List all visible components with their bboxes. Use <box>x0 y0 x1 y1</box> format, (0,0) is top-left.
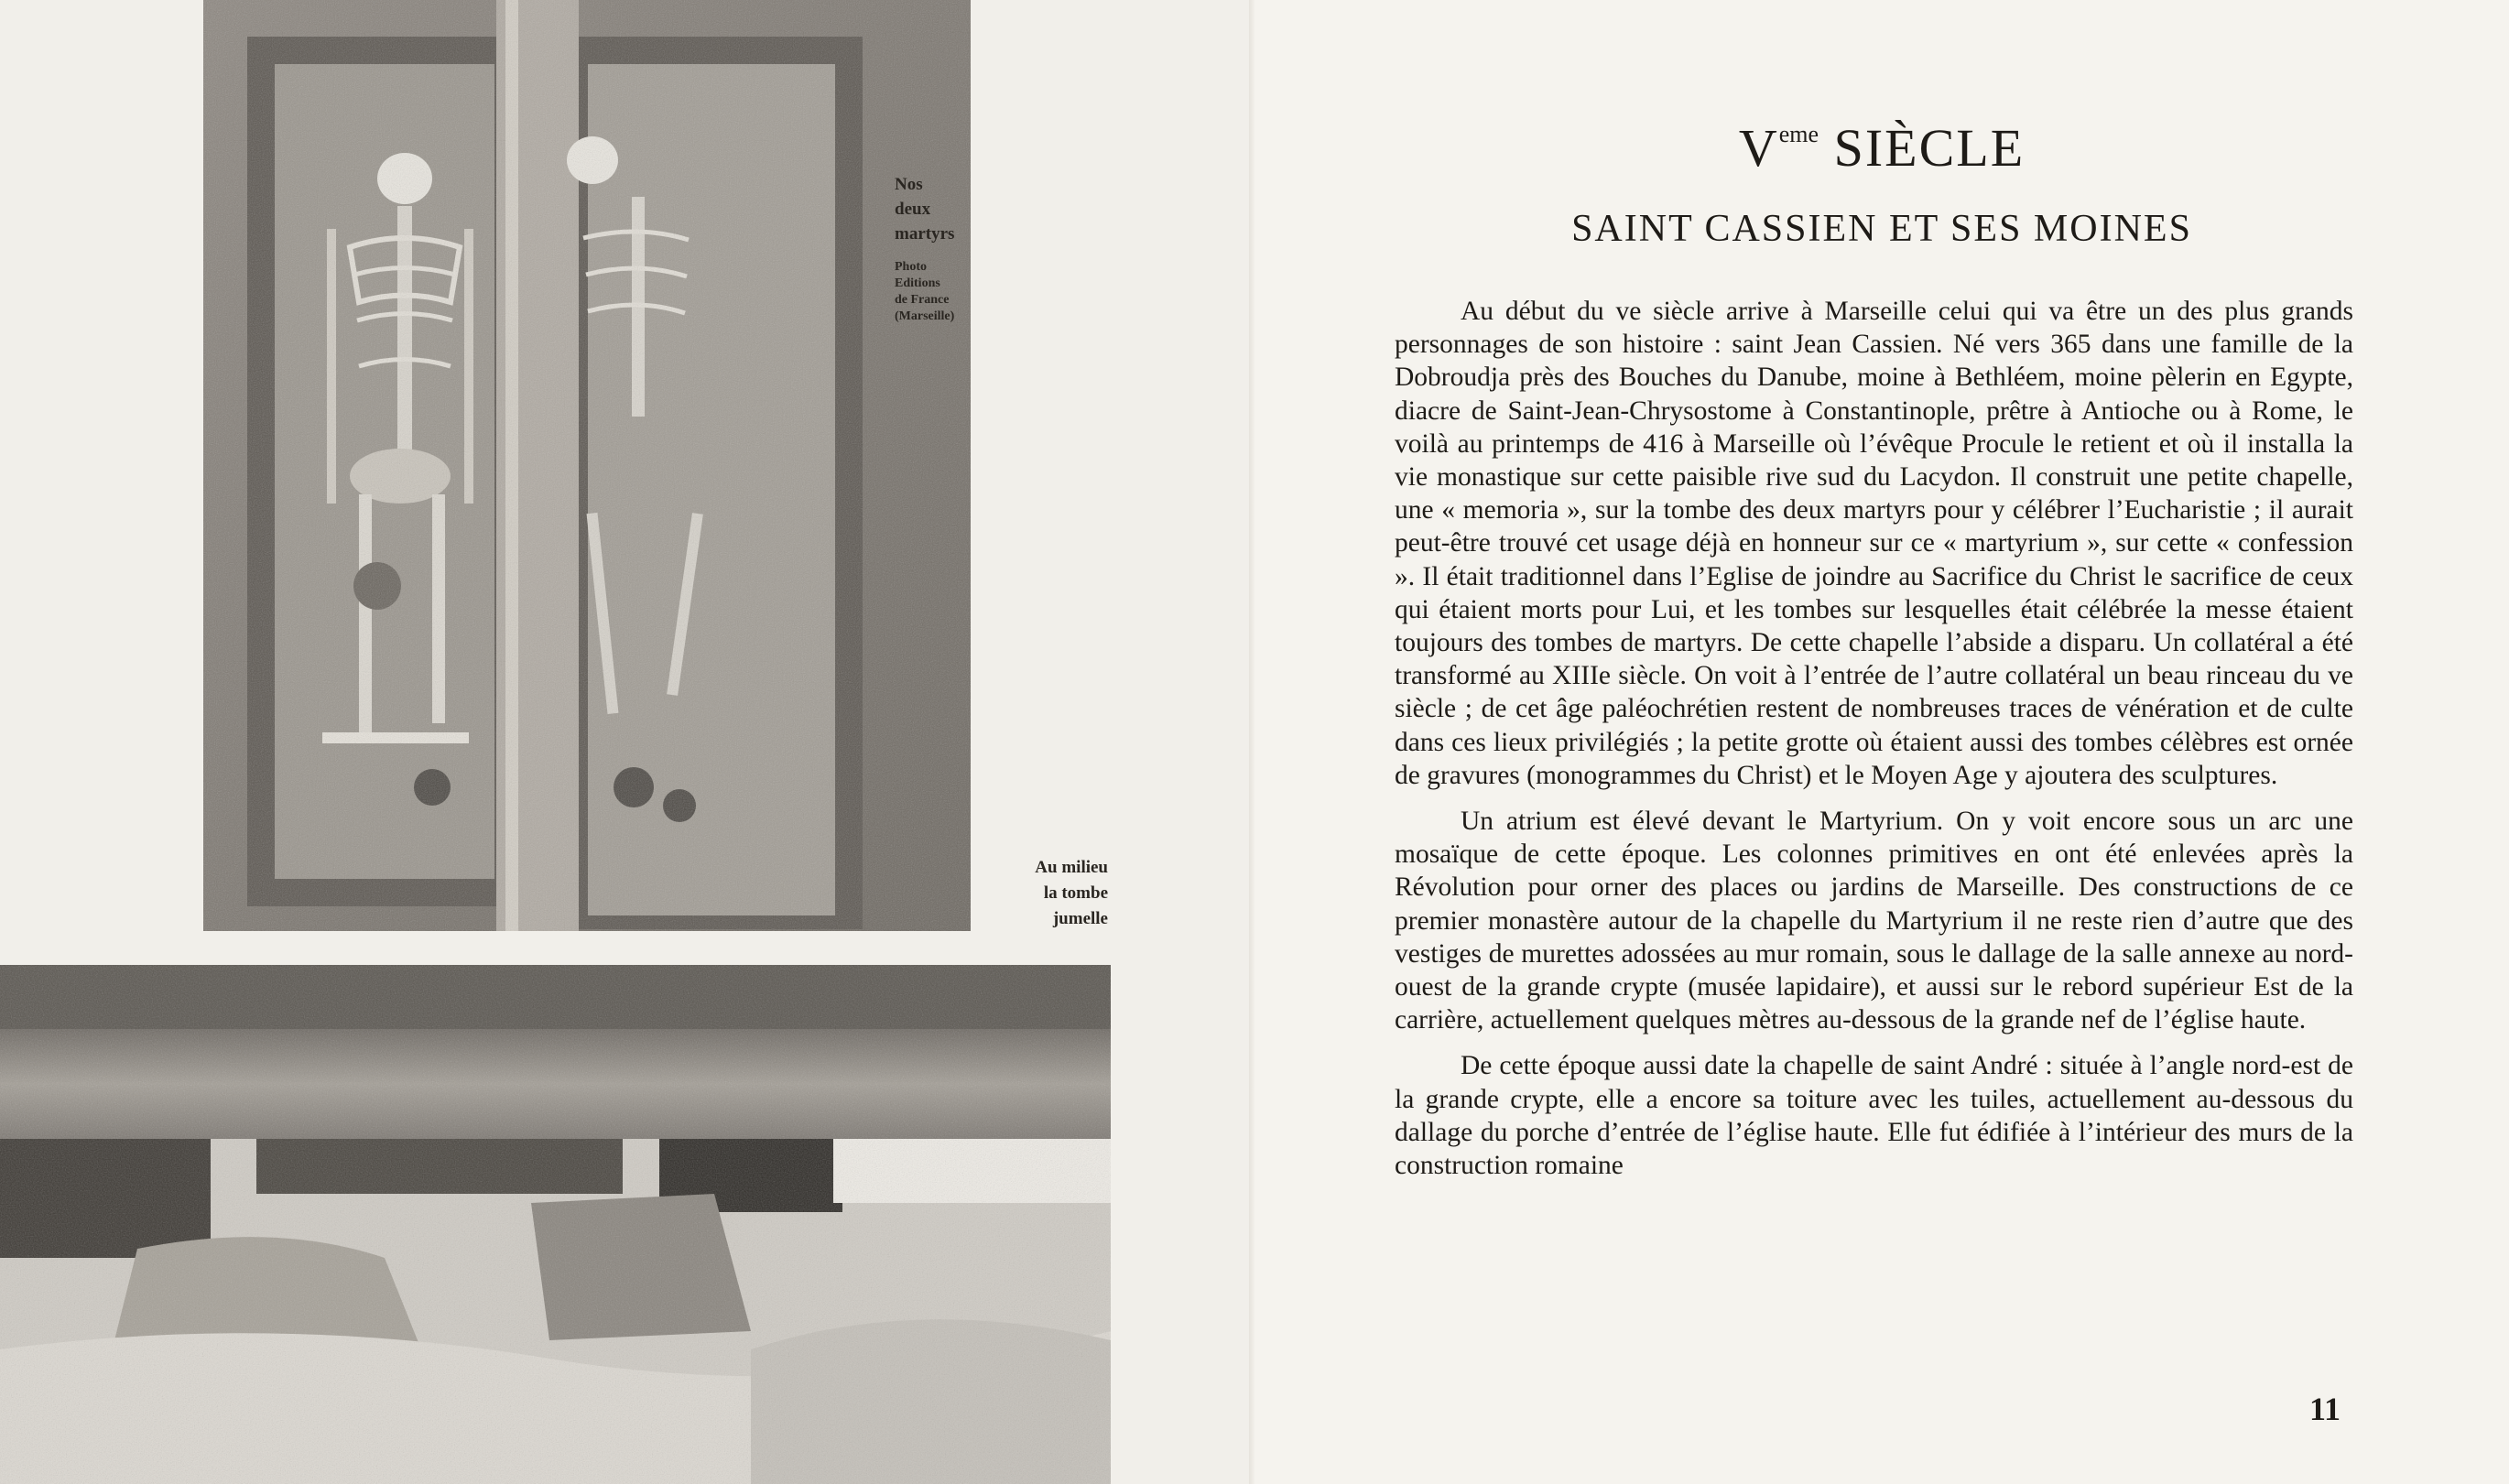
photo-martyrs-graves <box>203 0 971 931</box>
graves-illustration <box>203 0 971 931</box>
caption-bottom-line1: Au milieu <box>1035 858 1108 877</box>
paragraph-1: Au début du ve siècle arrive à Marseille celui qui va être un des plus grands personnages de son histoire : saint Jean Cassien. Né vers 365 dans une famille de la Dobroudja près des Bouches du Danube, moine à Bethléem, moine pèlerin en Egypte, diacre de Saint-Jean-Chrysostome à Constantinople, prêtre à Antioche ou à Rome, le voilà au printemps de 416 à Marseille où l’évêque Procule le retient et où il installa la vie monastique sur cette paisible rive sud du Lacydon. Il construit une petite chapelle, une « memoria », sur la tombe des deux martyrs pour y célébrer l’Eucharistie ; il aurait peut-être trouvé cet usage déjà en honneur sur ce « martyrium », sur cette « confession ». Il était traditionnel dans l’Eglise de joindre au Sacrifice du Christ le sacrifice de ceux qui étaient morts pour Lui, et les tombes sur lesquelles était célébrée la messe étaient toujours des tombes de martyrs. De cette chapelle l’abside a disparu. Un collatéral a été transformé au XIIIe siècle. On voit à l’entrée de l’autre collatéral un beau rinceau du ve siècle ; de cet âge paléochrétien restent de nombreuses traces de vénération et de culte dans ces lieux privilégiés ; la petite grotte où étaient aussi des tombes célèbres est ornée de gravures (monogrammes du Christ) et le Moyen Age y ajoutera des sculptures. <box>1395 297 2353 790</box>
photo-twin-tomb <box>0 965 1111 1484</box>
title-roman: V <box>1738 118 1779 178</box>
tomb-illustration <box>0 965 1111 1484</box>
credit-line3: de France <box>895 293 950 307</box>
caption-twin-tomb <box>998 855 1108 932</box>
title-word: SIÈCLE <box>1833 118 2026 178</box>
caption-bottom-line2: la tombe <box>1043 883 1108 903</box>
caption-top-line2: deux <box>895 200 931 219</box>
caption-bottom-line3: jumelle <box>1052 909 1108 928</box>
title-superscript: eme <box>1778 121 1819 147</box>
caption-martyrs <box>895 172 1005 325</box>
credit-line4: (Marseille) <box>895 309 955 323</box>
page-number: 11 <box>2309 1391 2341 1427</box>
paragraph-3: De cette époque aussi date la chapelle de saint André : située à l’angle nord-est de la grande crypte, elle a encore sa toiture avec les tuiles, actuellement au-dessous du dallage du porche d’entrée de l’église haute. Elle fut édifiée à l’intérieur des murs de la construction romaine <box>1395 1051 2353 1181</box>
left-page <box>0 0 1254 1484</box>
photo-credit <box>895 259 1005 325</box>
body-text <box>1395 295 2353 1182</box>
caption-top-line3: martyrs <box>895 224 955 244</box>
chapter-subtitle: SAINT CASSIEN ET SES MOINES <box>1571 208 2192 250</box>
paragraph-2: Un atrium est élevé devant le Martyrium. On y voit encore sous un arc une mosaïque de cette époque. Les colonnes primitives en ont été enlevées après la Révolution pour orner des places ou jardins de Marseille. Des constructions de ce premier monastère autour de la chapelle du Martyrium il ne reste rien d’autre que des vestiges de murettes adossées au mur romain, sous le dallage de la salle annexe au nord-ouest de la grande crypte (musée lapidaire), et aussi sur le rebord supérieur Est de la carrière, actuellement quelques mètres au-dessous de la grande nef de l’église haute. <box>1395 807 2353 1035</box>
credit-line1: Photo <box>895 260 927 274</box>
caption-top-line1: Nos <box>895 175 923 194</box>
chapter-title <box>1254 117 2509 179</box>
credit-line2: Editions <box>895 276 940 290</box>
